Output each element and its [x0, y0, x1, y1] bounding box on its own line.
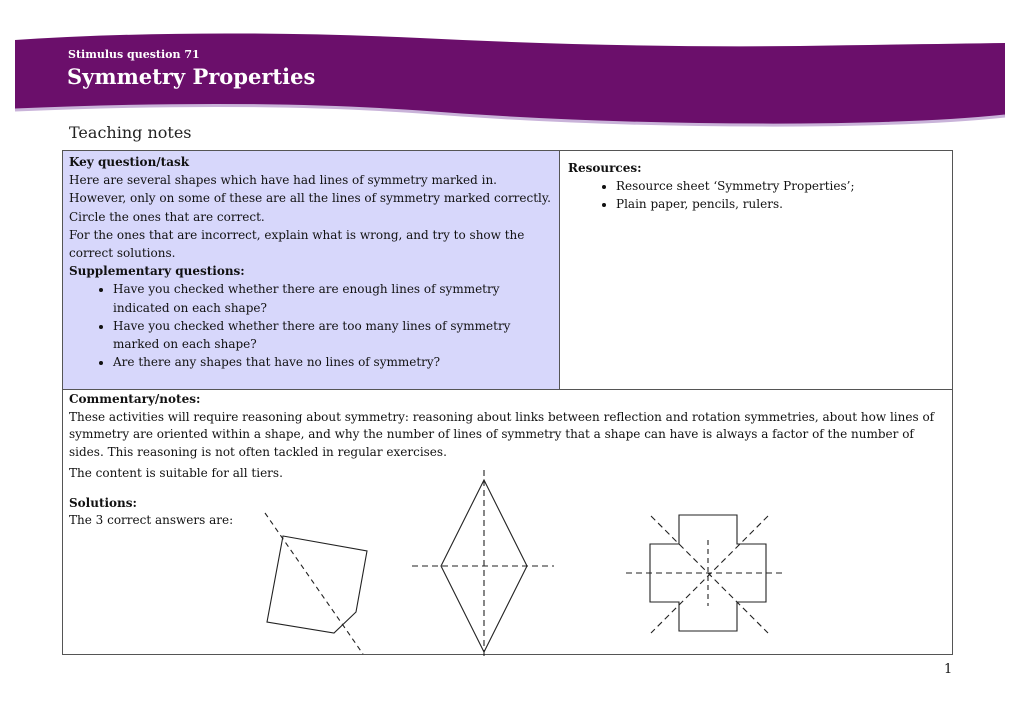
banner-subtitle: Stimulus question 71	[68, 48, 200, 61]
key-question-line: Here are several shapes which have had lines of symmetry marked in.	[69, 173, 497, 188]
commentary-paragraph: These activities will require reasoning about symmetry: reasoning about links between reflection and rotation symmetries, about how lines of symmetry are oriented within a shape, and why the number of lines of symmetry that a shape can have is always a factor of the number of sides. This reasoning is not often tackled in regular exercises.	[69, 409, 935, 459]
page-number: 1	[944, 662, 953, 677]
supplementary-heading: Supplementary questions:	[69, 264, 245, 279]
teaching-notes-table	[62, 150, 953, 655]
key-question-line: However, only on some of these are all the lines of symmetry marked correctly.	[69, 191, 551, 206]
solutions-heading: Solutions:	[69, 495, 137, 510]
solutions-intro: The 3 correct answers are:	[69, 513, 234, 527]
supplementary-item: • Have you checked whether there are enough lines of symmetry indicated on each shape?	[113, 280, 553, 316]
resources-heading: Resources:	[568, 161, 642, 175]
commentary-cell	[63, 390, 952, 654]
supplementary-list	[69, 280, 553, 371]
key-question-line: For the ones that are incorrect, explain what is wrong, and try to show the correct solutions.	[69, 227, 525, 261]
resources-list	[568, 177, 944, 213]
resource-item: • Plain paper, pencils, rulers.	[616, 195, 944, 213]
commentary-heading: Commentary/notes:	[69, 392, 201, 406]
resource-item: • Resource sheet ‘Symmetry Properties’;	[616, 177, 944, 195]
supplementary-item: • Have you checked whether there are too many lines of symmetry marked on each shape?	[113, 317, 553, 353]
key-question-heading: Key question/task	[69, 155, 190, 169]
section-heading: Teaching notes	[69, 123, 192, 142]
resources-cell	[560, 151, 952, 390]
tiers-note: The content is suitable for all tiers.	[69, 466, 283, 480]
key-question-cell	[63, 151, 560, 390]
supplementary-item: • Are there any shapes that have no lines of symmetry?	[113, 353, 553, 371]
banner-title: Symmetry Properties	[67, 64, 316, 89]
key-question-line: Circle the ones that are correct.	[69, 209, 265, 224]
